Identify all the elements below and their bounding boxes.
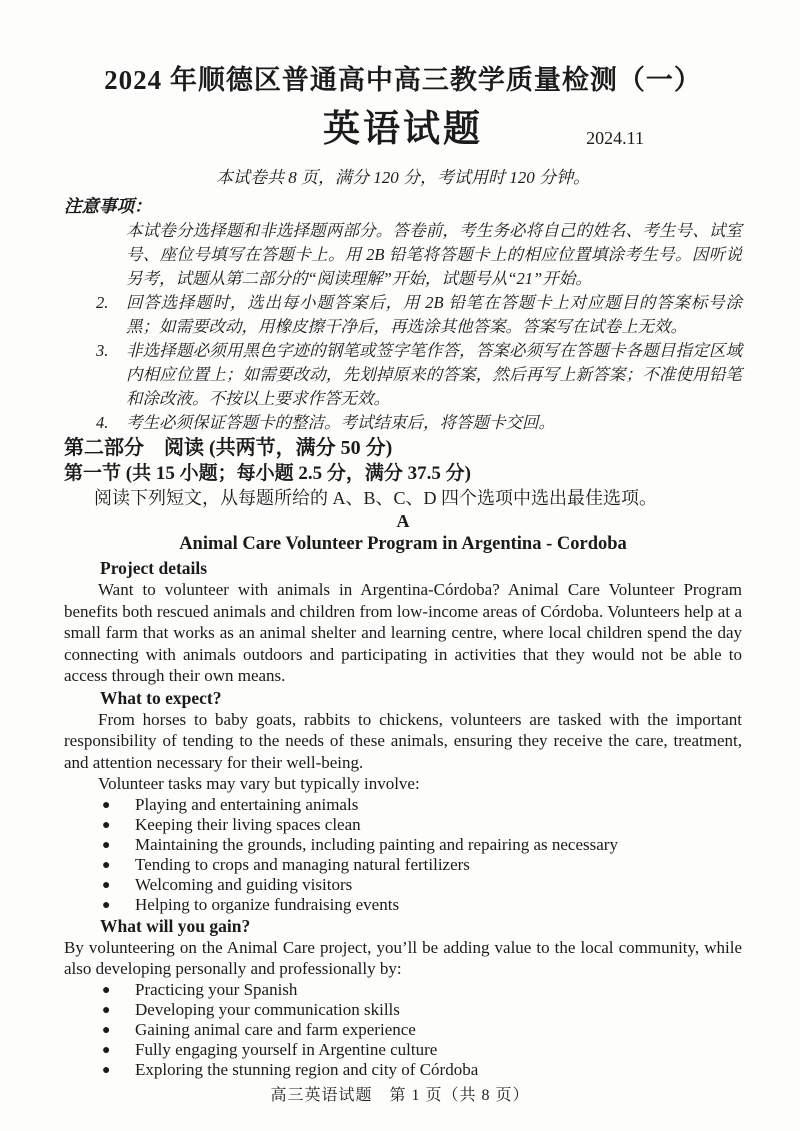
gain-bullet-text: Fully engaging yourself in Argentine culture (135, 1039, 438, 1059)
task-bullet-6 (64, 895, 742, 915)
exam-info-line: 本试卷共 8 页，满分 120 分，考试用时 120 分钟。 (216, 168, 590, 187)
bullet-icon: ● (102, 877, 111, 893)
gain-bullet-text: Gaining animal care and farm experience (135, 1019, 416, 1039)
task-bullet-1 (64, 795, 742, 815)
bullet-icon: ● (102, 857, 111, 873)
notice-item-3 (64, 339, 742, 411)
notice-number: 3. (96, 341, 109, 360)
bullet-icon: ● (102, 837, 111, 853)
task-bullet-3 (64, 835, 742, 855)
notice-item-2 (64, 291, 742, 339)
project-details-heading: Project details (100, 558, 208, 578)
gain-bullet-text: Exploring the stunning region and city of Córdoba (135, 1059, 479, 1079)
bullet-icon: ● (102, 1022, 111, 1038)
gain-bullet-text: Practicing your Spanish (135, 979, 298, 999)
task-bullet-text: Keeping their living spaces clean (135, 814, 361, 834)
bullet-icon: ● (102, 1042, 111, 1058)
task-bullet-list (64, 795, 742, 915)
what-will-you-gain-heading: What will you gain? (100, 915, 251, 936)
what-to-expect-heading: What to expect? (100, 687, 222, 708)
gain-intro-paragraph: By volunteering on the Animal Care project, you’ll be adding value to the local community, while also developing personally and professionally by: (64, 937, 742, 978)
page-footer: 高三英语试题 第 1 页（共 8 页） (270, 1087, 530, 1104)
notice-text: 非选择题必须用黑色字迹的钢笔或签字笔作答，答案必须写在答题卡各题目指定区域内相应位置上；如需要改动，先划掉原来的答案，然后再写上新答案；不准使用铅笔和涂改液。不按以上要求作答无效。 (126, 341, 742, 408)
notice-text: 本试卷分选择题和非选择题两部分。答卷前，考生务必将自己的姓名、考生号、试室号、座位号填写在答题卡上。用 2B 铅笔将答题卡上的相应位置填涂考生号。因听说另考，试题从第二部分的“阅读理解”开始，试题号从“21”开始。 (126, 221, 742, 288)
bullet-icon: ● (102, 982, 111, 998)
gain-bullet-5 (64, 1060, 742, 1080)
bullet-icon: ● (102, 817, 111, 833)
task-bullet-text: Playing and entertaining animals (135, 794, 359, 814)
paper-title-row (64, 108, 742, 152)
project-details-paragraph: Want to volunteer with animals in Argentina-Córdoba? Animal Care Volunteer Program benefits both rescued animals and children from low-income areas of Córdoba. Volunteers help at a small farm that works as an animal shelter and learning centre, where local children spend the day connecting with animals outdoors and participating in activities that they would not be able to access through their own means. (64, 580, 742, 685)
gain-bullet-list (64, 980, 742, 1080)
notice-text: 考生必须保证答题卡的整洁。考试结束后，将答题卡交回。 (126, 413, 555, 432)
bullet-icon: ● (102, 1062, 111, 1078)
bullet-icon: ● (102, 897, 111, 913)
section1-heading: 第一节 (共 15 小题；每小题 2.5 分，满分 37.5 分) (64, 463, 471, 484)
gain-bullet-1 (64, 980, 742, 1000)
what-to-expect-paragraph: From horses to baby goats, rabbits to chickens, volunteers are tasked with the important responsibility of tending to the needs of these animals, ensuring they receive the care, treatment, and attention necessary for their well-being. (64, 709, 742, 772)
task-bullet-5 (64, 875, 742, 895)
section1-instruction: 阅读下列短文，从每题所给的 A、B、C、D 四个选项中选出最佳选项。 (94, 488, 658, 508)
notice-item-4 (64, 411, 742, 435)
bullet-icon: ● (102, 1002, 111, 1018)
passage-title: Animal Care Volunteer Program in Argentina - Cordoba (179, 534, 627, 554)
notice-item-1 (64, 219, 742, 291)
task-bullet-text: Helping to organize fundraising events (135, 894, 400, 914)
notice-number: 2. (96, 293, 109, 312)
task-bullet-4 (64, 855, 742, 875)
paper-title: 英语试题 (323, 109, 483, 150)
gain-bullet-4 (64, 1040, 742, 1060)
notice-list (64, 219, 742, 435)
notices-heading: 注意事项： (64, 196, 152, 216)
gain-bullet-3 (64, 1020, 742, 1040)
gain-bullet-2 (64, 1000, 742, 1020)
task-bullet-2 (64, 815, 742, 835)
passage-label-a: A (396, 511, 410, 531)
notice-text: 回答选择题时，选出每小题答案后，用 2B 铅笔在答题卡上对应题目的答案标号涂黑；如需要改动，用橡皮擦干净后，再选涂其他答案。答案写在试卷上无效。 (126, 293, 742, 336)
notice-number: 4. (96, 413, 109, 432)
task-bullet-text: Welcoming and guiding visitors (135, 874, 353, 894)
part2-heading: 第二部分 阅读 (共两节，满分 50 分) (64, 437, 393, 459)
task-bullet-text: Maintaining the grounds, including painting and repairing as necessary (135, 834, 618, 854)
paper-date: 2024.11 (586, 128, 644, 148)
exam-header-title: 2024 年顺德区普通高中高三教学质量检测（一） (104, 65, 702, 95)
bullet-icon: ● (102, 797, 111, 813)
task-bullet-text: Tending to crops and managing natural fertilizers (135, 854, 470, 874)
gain-bullet-text: Developing your communication skills (135, 999, 400, 1019)
volunteer-tasks-intro: Volunteer tasks may vary but typically involve: (98, 774, 420, 793)
